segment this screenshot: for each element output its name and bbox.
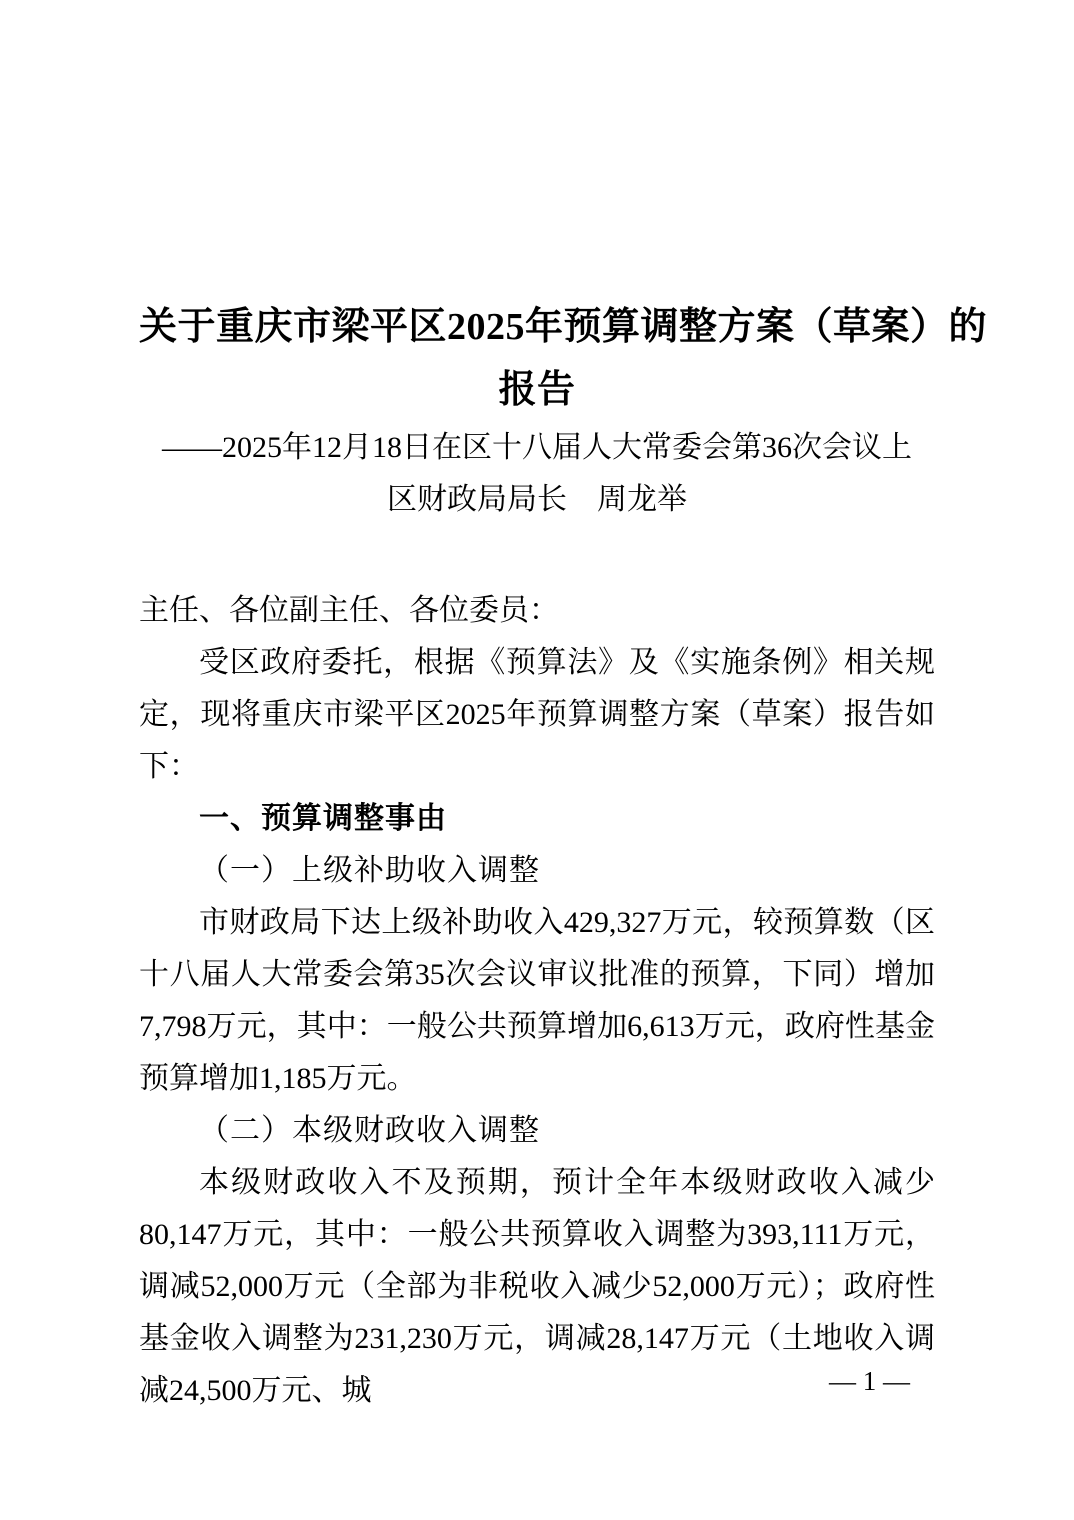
document-title: [139, 296, 988, 422]
section-1-1-paragraph: 市财政局下达上级补助收入429,327万元，较预算数（区十八届人大常委会第35次会议审议批准的预算，下同）增加7,798万元，其中：一般公共预算增加6,613万元，政府性基金预算增加1,185万元。: [139, 906, 935, 1095]
document-title-line-2: 报告: [498, 369, 576, 411]
intro-paragraph: 受区政府委托，根据《预算法》及《实施条例》相关规定，现将重庆市梁平区2025年预算调整方案（草案）报告如下：: [139, 646, 935, 783]
section-1-2-paragraph: 本级财政收入不及预期，预计全年本级财政收入减少80,147万元，其中：一般公共预算收入调整为393,111万元，调减52,000万元（全部为非税收入减少52,000万元）；政府性基金收入调整为231,230万元，调减28,147万元（土地收入调减24,500万元、城: [139, 1166, 935, 1407]
document-title-line-1: 关于重庆市梁平区2025年预算调整方案（草案）的: [139, 306, 988, 348]
section-1-heading: 一、预算调整事由: [199, 802, 447, 835]
section-1-1-heading: （一）上级补助收入调整: [199, 854, 540, 887]
page-number: — 1 —: [829, 1366, 910, 1396]
salutation-line: 主任、各位副主任、各位委员：: [139, 594, 559, 627]
meeting-subtitle: ——2025年12月18日在区十八届人大常委会第36次会议上: [162, 431, 912, 464]
section-1-2-heading: （二）本级财政收入调整: [199, 1114, 540, 1147]
document-body: [139, 585, 935, 1417]
speaker-byline: 区财政局局长 周龙举: [387, 483, 687, 516]
